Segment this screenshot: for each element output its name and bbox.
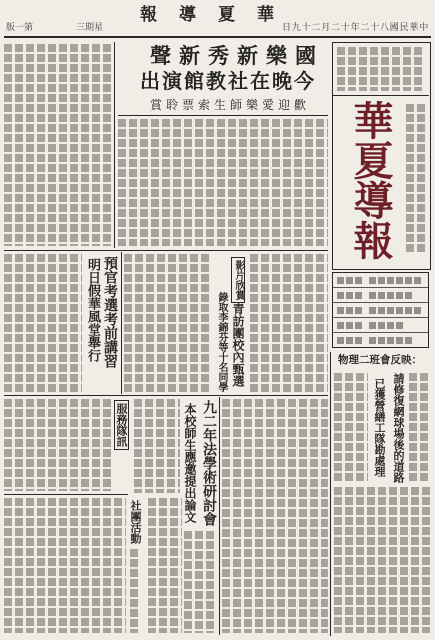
road-repair-kicker: 物理二班會反映： [338,354,422,366]
column-rule [121,252,122,394]
service-team-label: 服務隊訊 [114,400,129,450]
staff-row [333,318,428,333]
concert-rule [118,115,328,116]
section-rule [4,494,128,495]
column-rule [330,352,331,636]
concert-headline: 聲新秀新樂國 [150,43,324,68]
concert-subheadline: 出演館教社在晚今 [140,69,316,93]
symposium-subheadline: 本校師生應邀提出論文 [183,403,197,523]
masthead-rule [333,95,429,96]
staff-role [337,337,362,344]
top-left-article-body [4,44,112,246]
issue-date: 日九十二月二十年二十八國民華中 [282,23,430,33]
road-repair-body [334,373,368,481]
staff-role [337,322,362,329]
lower-center-article-body [222,399,328,633]
staff-row [333,333,428,348]
staff-role [337,292,362,299]
staff-name [369,292,412,299]
service-team-body [134,399,180,493]
staff-row [333,273,428,288]
officer-exam-headline: 預官考選考前講習 [102,256,118,368]
staff-name [369,277,421,284]
column-rule [219,397,220,635]
staff-name [369,337,412,344]
symposium-body [184,531,216,633]
concert-deck: 賞聆票索生師樂愛迎歡 [150,98,311,112]
clubs-body [148,498,182,633]
staff-row [333,303,428,318]
officer-exam-subheadline: 明日假華風堂舉行 [85,258,100,362]
staff-row [333,288,428,303]
clubs-body [130,549,141,633]
officer-exam-body [4,254,82,392]
edition-label: 版一第 [6,23,34,33]
clubs-label: 社團活動 [129,500,142,544]
masthead-publication-info [337,47,425,91]
staff-role [337,277,362,284]
weekday-label: 三期星 [76,23,104,33]
staff-role [337,307,362,314]
section-rule [4,395,328,396]
youth-team-headline: 青訪團校內甄選 [231,303,245,387]
symposium-headline: 九二年法學術研討會 [201,400,217,526]
road-repair-body [409,373,429,481]
road-repair-subheadline: 已獲營繕工隊勘處理 [373,378,386,477]
header-rule [4,36,431,38]
masthead-logo: 華夏導報 [347,100,394,260]
staff-name [369,307,421,314]
youth-team-subheadline: 錄取李錦芬等十名同學 [216,292,227,392]
masthead-side-info [406,104,425,254]
service-team-body [4,399,112,491]
road-repair-headline: 請修復網球場後的道路 [392,373,405,483]
staff-box [332,272,429,348]
film-article-body [250,254,328,392]
column-rule [114,42,115,248]
clubs-body [4,498,126,633]
youth-team-body [124,254,212,392]
section-rule [4,250,328,251]
film-section-label: 影片欣賞 [231,257,245,303]
header-title: 報導夏華 [140,5,296,25]
staff-name [369,322,403,329]
concert-article-body [118,119,328,246]
road-repair-body [334,487,430,633]
